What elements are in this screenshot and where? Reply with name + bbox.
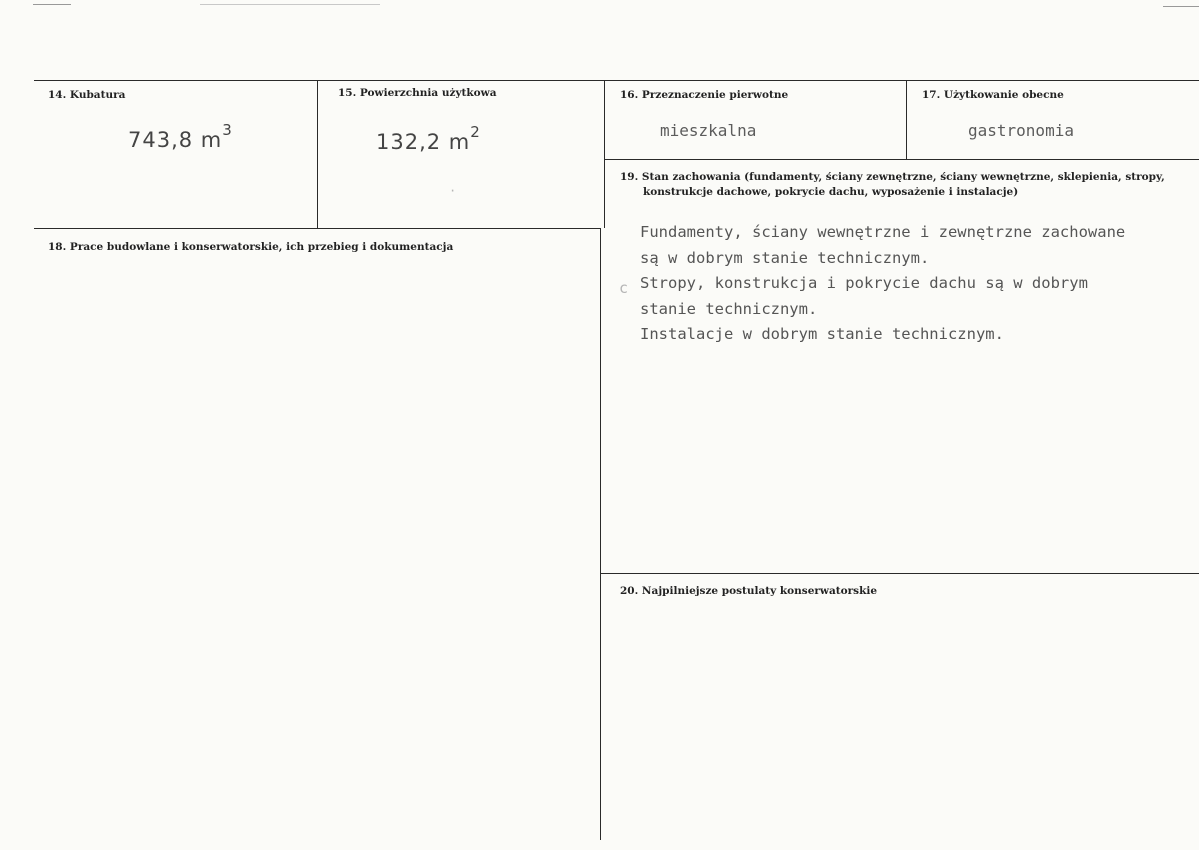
field-19-line: Fundamenty, ściany wewnętrzne i zewnętrzne zachowane <box>640 223 1126 241</box>
field-19-line: Instalacje w dobrym stanie technicznym. <box>640 325 1004 343</box>
field-18-label: 18. Prace budowlane i konserwatorskie, ich przebieg i dokumentacja <box>48 241 454 253</box>
field-14-label: 14. Kubatura <box>48 89 126 101</box>
divider-14-15 <box>317 80 318 228</box>
divider-18-19 <box>600 228 601 840</box>
divider-15-16 <box>604 80 605 228</box>
field-15-label: 15. Powierzchnia użytkowa <box>338 87 497 99</box>
divider-19-20 <box>600 573 1199 574</box>
field-20-label: 20. Najpilniejsze postulaty konserwatorskie <box>620 585 878 597</box>
field-14-value <box>128 121 233 152</box>
field-19-line: stanie technicznym. <box>640 299 818 318</box>
field-17-value: gastronomia <box>968 121 1074 140</box>
field-15-value-text: 132,2 m <box>376 130 471 154</box>
divider-16-17 <box>906 80 907 159</box>
field-14-value-exponent: 3 <box>222 121 233 139</box>
field-19-description <box>640 220 1180 348</box>
margin-speck: c <box>619 279 629 297</box>
field-17-label: 17. Użytkowanie obecne <box>922 89 1064 101</box>
field-19-label-line-2: konstrukcje dachowe, pokrycie dachu, wyposażenie i instalacje) <box>643 186 1019 198</box>
divider-14-18 <box>34 228 601 229</box>
field-15-value-exponent: 2 <box>470 123 481 141</box>
top-border <box>34 80 1199 81</box>
top-edge-mark-middle <box>200 4 380 5</box>
top-edge-mark-left <box>33 4 71 5</box>
field-16-label: 16. Przeznaczenie pierwotne <box>620 89 789 101</box>
field-14-value-text: 743,8 m <box>128 128 223 152</box>
field-15-value <box>376 123 481 154</box>
divider-16-19 <box>604 159 1199 160</box>
field-19-line: są w dobrym stanie technicznym. <box>640 248 930 267</box>
field-19-label-line-1: 19. Stan zachowania (fundamenty, ściany zewnętrzne, ściany wewnętrzne, sklepienia, stropy, <box>620 171 1165 183</box>
field-19-line: Stropy, konstrukcja i pokrycie dachu są w dobrym <box>640 274 1088 292</box>
field-16-value: mieszkalna <box>660 121 757 140</box>
ink-speck: · <box>449 184 457 198</box>
top-edge-mark-right <box>1163 6 1199 7</box>
